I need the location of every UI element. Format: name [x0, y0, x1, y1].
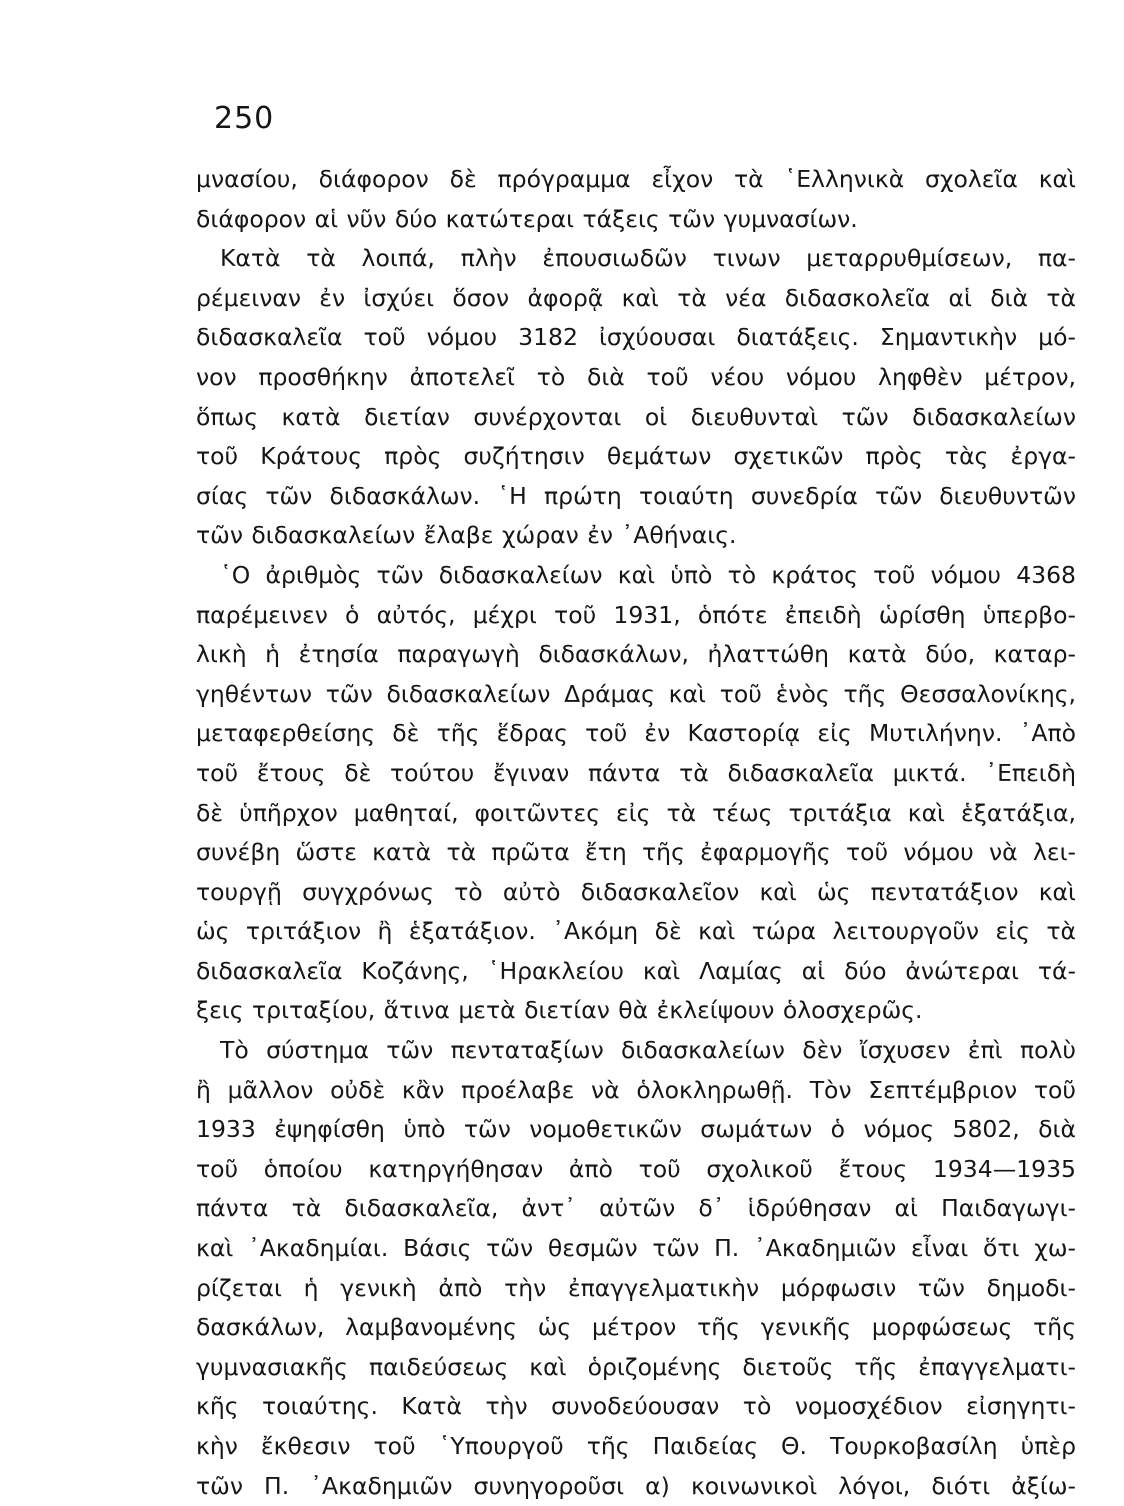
text-line: καὶ ᾿Ακαδημίαι. Βάσις τῶν θεσμῶν τῶν Π. ᾿Ακαδημιῶν εἶναι ὅτι χω- — [196, 1234, 1076, 1263]
text-line: τῶν διδασκαλείων ἔλαβε χώραν ἐν ᾿Αθήναις. — [196, 521, 737, 550]
text-line: Τὸ σύστημα τῶν πενταταξίων διδασκαλείων δὲν ἴσχυσεν ἐπὶ πολὺ — [220, 1036, 1076, 1065]
text-line: διάφορον αἱ νῦν δύο κατώτεραι τάξεις τῶν γυμνασίων. — [196, 204, 858, 233]
text-line: σίας τῶν διδασκάλων. ῾Η πρώτη τοιαύτη συνεδρία τῶν διευθυντῶν — [196, 481, 1076, 510]
text-line: διδασκαλεῖα τοῦ νόμου 3182 ἰσχύουσαι διατάξεις. Σημαντικὴν μό- — [196, 323, 1076, 352]
text-line: γυμνασιακῆς παιδεύσεως καὶ ὁριζομένης διετοῦς τῆς ἐπαγγελματι- — [196, 1352, 1076, 1381]
text-line: τοῦ Κράτους πρὸς συζήτησιν θεμάτων σχετικῶν πρὸς τὰς ἐργα- — [196, 442, 1076, 471]
text-line: κῆς τοιαύτης. Κατὰ τὴν συνοδεύουσαν τὸ νομοσχέδιον εἰσηγητι- — [196, 1392, 1076, 1421]
text-line: τῶν Π. ᾿Ακαδημιῶν συνηγοροῦσι α) κοινωνικοὶ λόγοι, διότι ἀξίω- — [196, 1471, 1076, 1500]
body-text — [196, 160, 1076, 1506]
text-line: ρίζεται ἡ γενικὴ ἀπὸ τὴν ἐπαγγελματικὴν μόρφωσιν τῶν δημοδι- — [196, 1273, 1076, 1302]
text-line: τοῦ ὁποίου κατηργήθησαν ἀπὸ τοῦ σχολικοῦ ἔτους 1934—1935 — [196, 1154, 1076, 1183]
text-line: λικὴ ἡ ἐτησία παραγωγὴ διδασκάλων, ἠλαττώθη κατὰ δύο, καταρ- — [196, 640, 1076, 669]
text-line: δὲ ὑπῆρχον μαθηταί, φοιτῶντες εἰς τὰ τέως τριτάξια καὶ ἑξατάξια, — [196, 798, 1076, 827]
text-line: πάντα τὰ διδασκαλεῖα, ἀντ᾿ αὐτῶν δ᾿ ἱδρύθησαν αἱ Παιδαγωγι- — [196, 1194, 1076, 1223]
text-line: τοῦ ἔτους δὲ τούτου ἔγιναν πάντα τὰ διδασκαλεῖα μικτά. ᾿Επειδὴ — [196, 758, 1076, 787]
text-line: διδασκαλεῖα Κοζάνης, ῾Ηρακλείου καὶ Λαμίας αἱ δύο ἀνώτεραι τά- — [196, 956, 1076, 985]
page-number: 250 — [214, 101, 275, 136]
text-line: ὅπως κατὰ διετίαν συνέρχονται οἱ διευθυνταὶ τῶν διδασκαλείων — [196, 402, 1076, 431]
text-line: ξεις τριταξίου, ἅτινα μετὰ διετίαν θὰ ἐκλείψουν ὁλοσχερῶς. — [196, 996, 923, 1025]
text-line: τουργῇ συγχρόνως τὸ αὐτὸ διδασκαλεῖον καὶ ὡς πεντατάξιον καὶ — [196, 877, 1076, 906]
text-line: ρέμειναν ἐν ἰσχύει ὅσον ἀφορᾷ καὶ τὰ νέα διδασκολεῖα αἱ διὰ τὰ — [196, 283, 1076, 312]
text-line: Κατὰ τὰ λοιπά, πλὴν ἐπουσιωδῶν τινων μεταρρυθμίσεων, πα- — [220, 244, 1076, 273]
text-line: μεταφερθείσης δὲ τῆς ἕδρας τοῦ ἐν Καστορίᾳ εἰς Μυτιλήνην. ᾿Απὸ — [196, 719, 1076, 748]
text-line: ῾Ο ἀριθμὸς τῶν διδασκαλείων καὶ ὑπὸ τὸ κράτος τοῦ νόμου 4368 — [220, 560, 1076, 589]
text-line: μνασίου, διάφορον δὲ πρόγραμμα εἶχον τὰ ῾Ελληνικὰ σχολεῖα καὶ — [196, 165, 1076, 193]
text-line: ὡς τριτάξιον ἢ ἑξατάξιον. ᾿Ακόμη δὲ καὶ τώρα λειτουργοῦν εἰς τὰ — [196, 917, 1076, 946]
text-line: κὴν ἔκθεσιν τοῦ ῾Υπουργοῦ τῆς Παιδείας Θ. Τουρκοβασίλη ὑπὲρ — [196, 1432, 1076, 1460]
text-line: 1933 ἐψηφίσθη ὑπὸ τῶν νομοθετικῶν σωμάτων ὁ νόμος 5802, διὰ — [196, 1115, 1076, 1144]
text-line: γηθέντων τῶν διδασκαλείων Δράμας καὶ τοῦ ἑνὸς τῆς Θεσσαλονίκης, — [196, 679, 1076, 708]
text-line: ἢ μᾶλλον οὐδὲ κἂν προέλαβε νὰ ὁλοκληρωθῇ. Τὸν Σεπτέμβριον τοῦ — [196, 1075, 1076, 1104]
text-line: νον προσθήκην ἀποτελεῖ τὸ διὰ τοῦ νέου νόμου ληφθὲν μέτρον, — [196, 362, 1076, 391]
text-line: παρέμεινεν ὁ αὐτός, μέχρι τοῦ 1931, ὁπότε ἐπειδὴ ὡρίσθη ὑπερβο- — [196, 600, 1076, 629]
text-line: δασκάλων, λαμβανομένης ὡς μέτρον τῆς γενικῆς μορφώσεως τῆς — [196, 1313, 1076, 1342]
text-line: συνέβη ὥστε κατὰ τὰ πρῶτα ἔτη τῆς ἐφαρμογῆς τοῦ νόμου νὰ λει- — [196, 838, 1076, 867]
